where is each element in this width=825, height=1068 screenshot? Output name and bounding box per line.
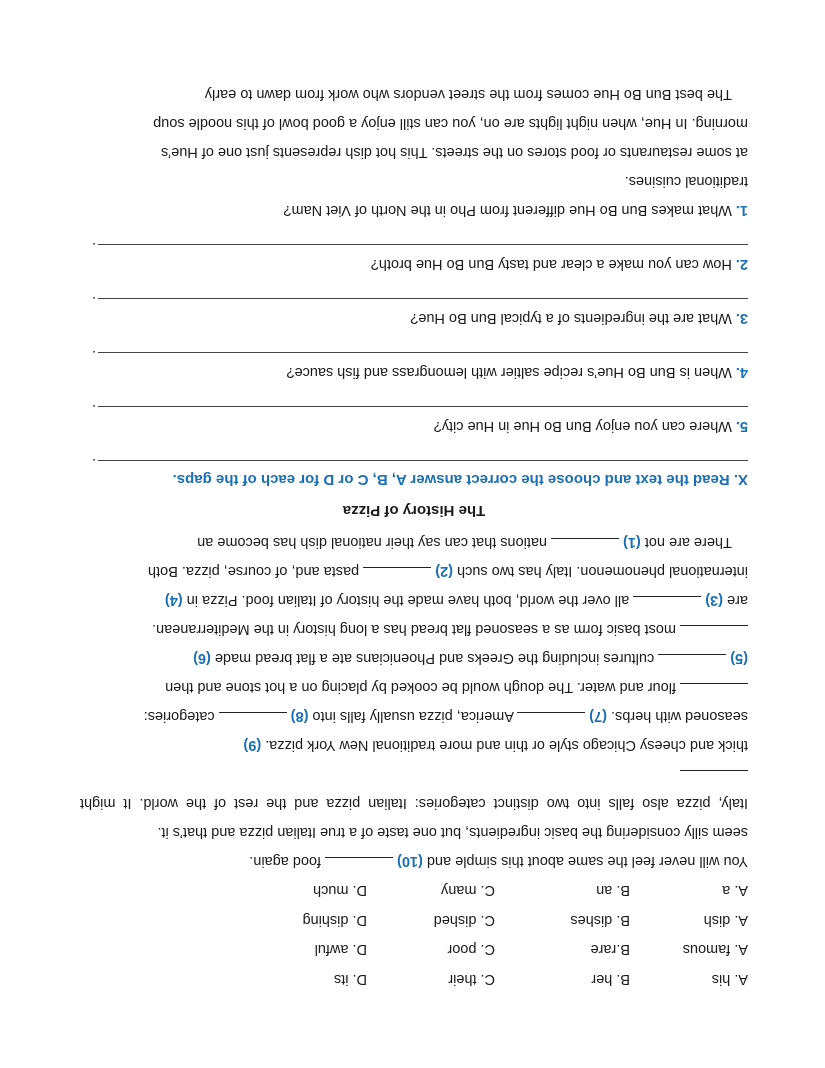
intro-line: at some restaurants or food stores on the streets. This hot dish represents just one of Hue’s (160, 144, 748, 160)
answer-line-3[interactable] (98, 352, 748, 353)
passage-line: thick and cheesy Chicago style or thin and more traditional New York pizza. (9) (243, 737, 748, 753)
gap-8: (8) (290, 708, 309, 724)
intro-line: traditional cuisines. (624, 173, 748, 189)
gap-7: (7) (589, 708, 607, 724)
question-1: 1. What makes Bun Bo Hue different from Pho in the North of Viet Nam? (283, 202, 748, 218)
passage-line: Italy, pizza also falls into two distinct categories: Italian pizza and the rest of the world. It might (80, 759, 748, 817)
gap-blank (680, 770, 748, 783)
gap-6: (6) (193, 650, 211, 666)
option-3a: A. famous (682, 941, 748, 958)
gap-1: (1) (623, 534, 641, 550)
pizza-passage (80, 527, 748, 875)
passage-title: The History of Pizza (342, 502, 486, 519)
option-2b: B. dishes (570, 912, 630, 928)
passage-line: international phenomenon. Italy has two such (2) pasta and, of course, pizza. Both (147, 563, 748, 579)
gap-blank (633, 596, 701, 609)
gap-blank (517, 712, 585, 725)
passage-line: (5) cultures including the Greeks and Phoenicians ate a flat bread made (6) (193, 650, 748, 666)
intro-paragraph (80, 79, 748, 195)
gap-blank (658, 654, 726, 667)
gap-blank (680, 625, 748, 638)
option-2d: D. dishing (302, 912, 367, 928)
option-1c: C. many (441, 882, 495, 899)
answer-line-1[interactable] (98, 244, 748, 245)
gap-4: (4) (164, 592, 183, 608)
gap-2: (2) (435, 563, 453, 579)
gap-10: (10) (397, 853, 423, 869)
option-4a: A. his (711, 971, 748, 987)
gap-blank (325, 857, 393, 870)
gap-blank (680, 683, 748, 696)
question-2: 2. How can you make a clear and tasty Bun Bo Hue broth? (370, 256, 748, 272)
option-4c: C. their (448, 971, 495, 987)
gap-blank (219, 712, 287, 725)
gap-blank (363, 567, 431, 580)
section-heading: X. Read the text and choose the correct answer A, B, C or D for each of the gaps. (172, 471, 748, 488)
passage-line: most basic form as a seasoned flat bread has a long history in the Mediterranean. (80, 614, 748, 643)
passage-line: seem silly considering the basic ingredients, but one taste of a true Italian pizza and that’s it. (157, 824, 748, 840)
gap-9: (9) (243, 737, 262, 753)
option-3b: B.rare (590, 941, 630, 958)
option-2c: C. dished (433, 912, 495, 928)
option-3c: C. poor (447, 941, 495, 958)
option-1b: B. an (596, 882, 630, 899)
option-2a: A. dish (703, 912, 748, 928)
option-1d: D. much (313, 882, 367, 899)
worksheet (80, 79, 748, 993)
option-3d: D. awful (314, 941, 367, 958)
passage-line: are (3) all over the world, both have made the history of Italian food. Pizza in (4) (164, 592, 748, 608)
option-4b: B. her (591, 971, 630, 987)
option-1a: A. a (722, 882, 748, 899)
passage-line: seasoned with herbs. (7) America, pizza usually falls into (8) categories: (143, 708, 748, 724)
question-list (80, 195, 748, 461)
answer-line-4[interactable] (98, 406, 748, 407)
question-3: 3. What are the ingredients of a typical Bun Bo Hue? (410, 310, 748, 326)
answer-line-2[interactable] (98, 298, 748, 299)
question-4: 4. When is Bun Bo Hue’s recipe saltier with lemongrass and fish sauce? (286, 364, 748, 380)
passage-line: You will never feel the same about this simple and (10) food again. (249, 853, 748, 869)
passage-line: There are not (1) nations that can say their national dish has become an (197, 534, 732, 550)
question-5: 5. Where can you enjoy Bun Bo Hue in Hue city? (433, 418, 748, 434)
passage-line: flour and water. The dough would be cooked by placing on a hot stone and then (80, 672, 748, 701)
intro-line: The best Bun Bo Hue comes from the street vendors who work from dawn to early (204, 86, 732, 102)
gap-5: (5) (730, 650, 748, 666)
option-4d: D. its (333, 971, 367, 987)
intro-line: morning. In Hue, when night lights are on, you can still enjoy a good bowl of this noodle soup (153, 115, 748, 131)
gap-3: (3) (705, 592, 723, 608)
answer-line-5[interactable] (98, 460, 748, 461)
gap-blank (551, 538, 619, 551)
answer-options (80, 875, 748, 993)
